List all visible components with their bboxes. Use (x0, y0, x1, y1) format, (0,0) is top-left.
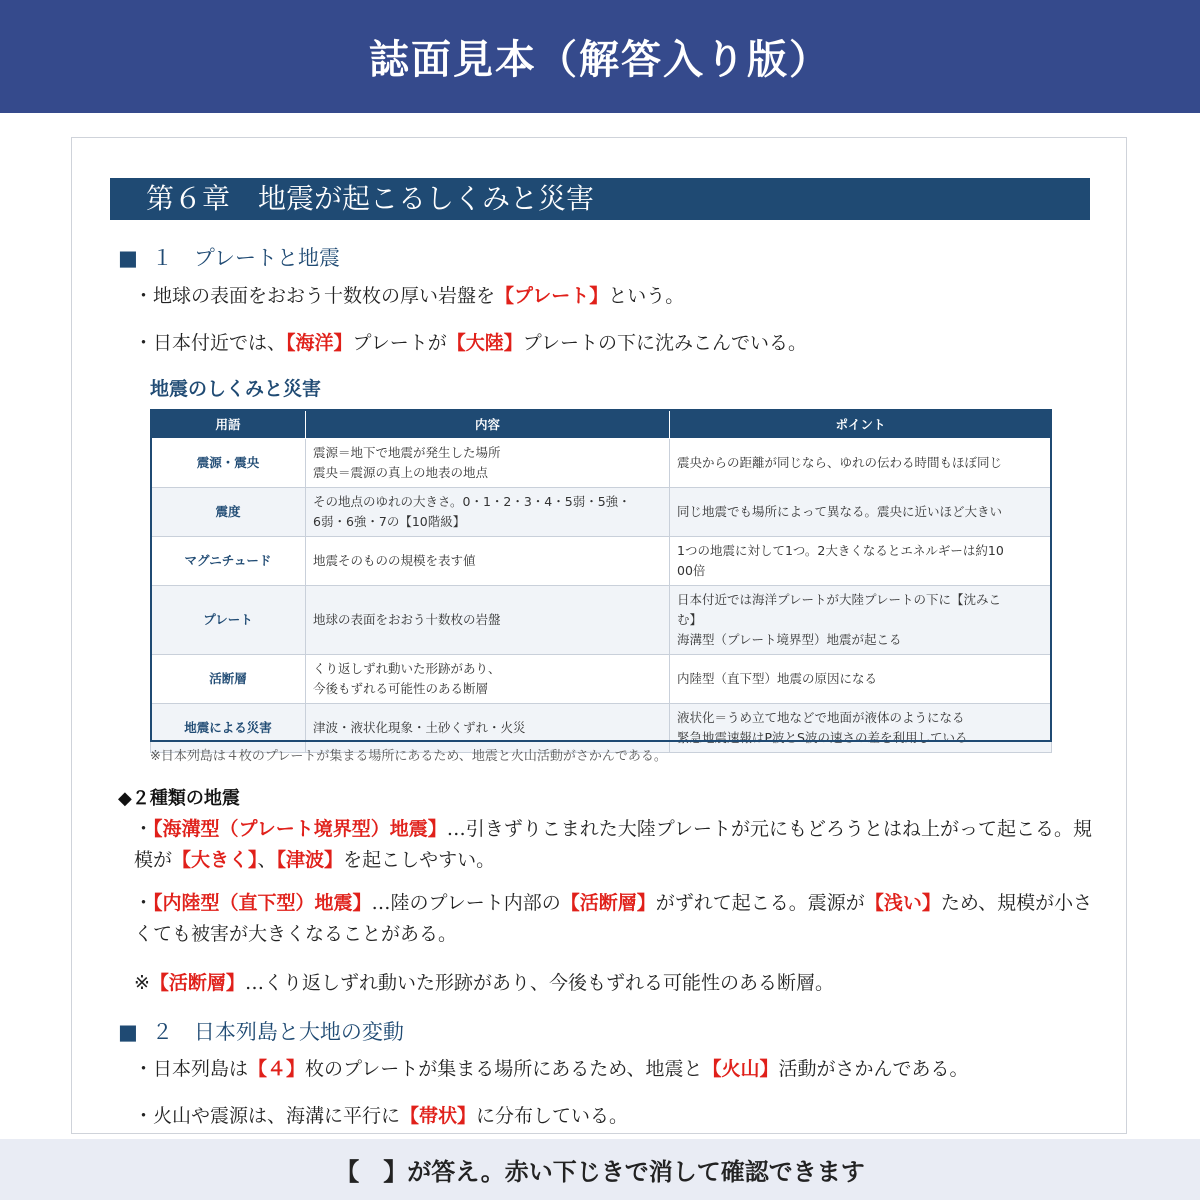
text: ため、規模が小さくても被害が大きくなることがある。 (134, 892, 1093, 945)
text: ・日本付近では、 (134, 332, 287, 354)
text: ・日本列島は (134, 1058, 249, 1080)
content-cell (306, 586, 670, 655)
text: がずれて起こる。震源が (655, 892, 865, 914)
text: を起こしやすい。 (343, 849, 496, 871)
cell-line: 1つの地震に対して1つ。2大きくなるとエネルギーは約10 (677, 543, 1004, 558)
text: …くり返しずれ動いた形跡があり、今後もずれる可能性のある断層。 (244, 972, 834, 994)
answer: 【浅い】 (864, 892, 941, 914)
answer: 【海溝型（プレート境界型）地震】 (153, 818, 447, 840)
cell-line: 地球の表面をおおう十数枚の岩盤 (313, 612, 501, 627)
earthquake-table (150, 409, 1052, 753)
table-row (151, 488, 1052, 537)
answer: 【活断層】 (560, 892, 656, 914)
cell-line: くり返しずれ動いた形跡があり、 (313, 661, 501, 676)
cell-line: 緊急地震速報はP波とS波の速さの差を利用している (677, 730, 968, 745)
text: プレートの下に沈みこんでいる。 (522, 332, 808, 354)
answer: 【津波】 (276, 849, 344, 871)
banner-title: 誌面見本（解答入り版） (369, 37, 831, 83)
content-cell (306, 488, 670, 537)
types-paragraph-1 (134, 814, 1094, 876)
term-cell: 震度 (151, 488, 306, 537)
chapter-title: 第６章 地震が起こるしくみと災害 (110, 178, 1090, 220)
cell-line: 00倍 (677, 563, 706, 578)
term-cell: 活断層 (151, 655, 306, 704)
column-header: 用語 (151, 410, 306, 439)
answer: 【活断層】 (149, 972, 245, 994)
section-1-line-2 (134, 328, 807, 355)
cell-line: 日本付近では海洋プレートが大陸プレートの下に【沈みこ (677, 592, 1002, 607)
answer: 【大陸】 (446, 332, 523, 354)
table-title: 地震のしくみと災害 (150, 378, 322, 400)
table-row (151, 439, 1052, 488)
cell-line: 震央からの距離が同じなら、ゆれの伝わる時間もほぼ同じ (677, 455, 1003, 470)
table-header-row (151, 410, 1052, 439)
text: 、 (257, 849, 277, 871)
textbook-page (71, 137, 1127, 1134)
table-note: ※日本列島は４枚のプレートが集まる場所にあるため、地震と火山活動がさかんである。 (150, 749, 667, 764)
text: という。 (608, 285, 685, 307)
answer: 【内陸型（直下型）地震】 (153, 892, 372, 914)
text: 枚のプレートが集まる場所にあるため、地震と (305, 1058, 703, 1080)
cell-line: む】 (677, 612, 703, 627)
cell-line: 震源＝地下で地震が発生した場所 (313, 445, 501, 460)
types-paragraph-2 (134, 888, 1094, 950)
term-cell: 地震による災害 (151, 704, 306, 753)
text: ・地球の表面をおおう十数枚の厚い岩盤を (134, 285, 496, 307)
term-cell: 震源・震央 (151, 439, 306, 488)
cell-line: 津波・液状化現象・土砂くずれ・火災 (313, 720, 526, 735)
section-2-heading-text: ２ 日本列島と大地の変動 (151, 1020, 404, 1044)
answer: 【火山】 (702, 1058, 779, 1080)
table-row (151, 586, 1052, 655)
page-banner (0, 0, 1200, 113)
footer-caption (0, 1139, 1200, 1200)
content-cell (306, 655, 670, 704)
cell-line: その地点のゆれの大きさ。0・1・2・3・4・5弱・5強・ (313, 494, 631, 509)
section-1-heading-text: １ プレートと地震 (151, 246, 341, 270)
answer: 【海洋】 (286, 332, 353, 354)
text: …引きずりこまれた大陸プレートが元にもどろうとはね上がって起こる。規模が (134, 818, 1093, 871)
answer: 【大きく】 (172, 849, 258, 871)
answer: 【４】 (248, 1058, 306, 1080)
section-2-line-2 (134, 1101, 628, 1128)
cell-line: 同じ地震でも場所によって異なる。震央に近いほど大きい (677, 504, 1003, 519)
table-row (151, 655, 1052, 704)
cell-line: 海溝型（プレート境界型）地震が起こる (677, 632, 902, 647)
column-header: ポイント (670, 410, 1052, 439)
text: ・ (134, 818, 154, 840)
point-cell (670, 439, 1052, 488)
square-bullet-icon: ■ (118, 1020, 138, 1044)
types-paragraph-3 (134, 968, 834, 995)
section-2-line-1 (134, 1054, 969, 1081)
text: 活動がさかんである。 (778, 1058, 969, 1080)
point-cell (670, 537, 1052, 586)
section-2-heading (118, 1016, 404, 1046)
section-1-heading (118, 242, 340, 272)
column-header: 内容 (306, 410, 670, 439)
section-1-line-1 (134, 281, 684, 308)
footer-text: 【 】が答え。赤い下じきで消して確認できます (335, 1158, 865, 1186)
cell-line: 6弱・6強・7の【10階級】 (313, 514, 466, 529)
types-heading: ◆２種類の地震 (118, 788, 240, 809)
table-row (151, 537, 1052, 586)
text: ※ (134, 972, 150, 994)
square-bullet-icon: ■ (118, 246, 138, 270)
text: に分布している。 (476, 1105, 629, 1127)
cell-line: 震央＝震源の真上の地表の地点 (313, 465, 489, 480)
point-cell (670, 704, 1052, 753)
point-cell (670, 586, 1052, 655)
cell-line: 内陸型（直下型）地震の原因になる (677, 671, 878, 686)
text: …陸のプレート内部の (371, 892, 561, 914)
cell-line: 今後もずれる可能性のある断層 (313, 681, 489, 696)
answer: 【プレート】 (495, 285, 609, 307)
cell-line: 地震そのものの規模を表す値 (313, 553, 476, 568)
text: ・ (134, 892, 154, 914)
cell-line: 液状化＝うめ立て地などで地面が液体のようになる (677, 710, 965, 725)
term-cell: マグニチュード (151, 537, 306, 586)
point-cell (670, 488, 1052, 537)
text: プレートが (352, 332, 447, 354)
content-cell (306, 537, 670, 586)
text: ・火山や震源は、海溝に平行に (134, 1105, 401, 1127)
point-cell (670, 655, 1052, 704)
term-cell: プレート (151, 586, 306, 655)
answer: 【帯状】 (400, 1105, 477, 1127)
content-cell (306, 439, 670, 488)
